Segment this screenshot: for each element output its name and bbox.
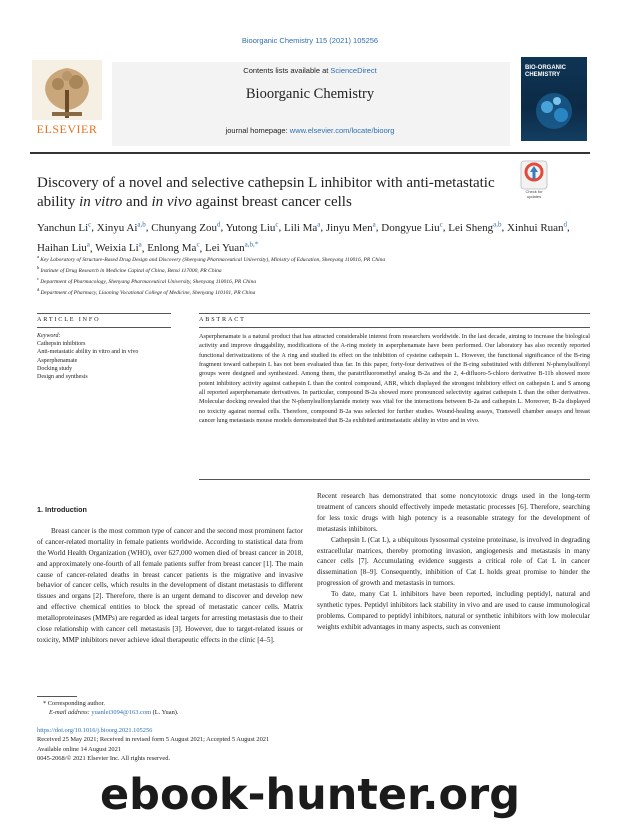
check-for-updates-button[interactable] — [520, 160, 548, 198]
header-rule — [30, 152, 590, 154]
copyright: 0045-2068/© 2021 Elsevier Inc. All rights reserved. — [37, 755, 170, 763]
author[interactable] — [381, 222, 442, 234]
article-title — [37, 174, 517, 212]
author-name: Xinhui Ruan — [507, 221, 564, 234]
affiliations — [37, 253, 589, 298]
affiliation — [37, 286, 589, 297]
author[interactable] — [151, 222, 220, 234]
check-updates-icon — [520, 160, 548, 190]
author-list: Yanchun Li$^c$, Xinyu Ai$^{a,b}$, Chunyang Zou$^d$, Yutong Liu$^c$, Lili Ma$^a$, Jinyu Men$^a$, Dongyue Liu$^c$, Lei Sheng$^{a,b}$, Xinhui Ruan$^d$, Haihan Liu$^a$, Weixia Li$^a$, Enlong Ma$^c$, Lei Yuan$^{a,b,*}$ — [37, 220, 570, 255]
homepage-prefix: journal homepage: — [225, 126, 290, 135]
doi-link[interactable]: https://doi.org/10.1016/j.bioorg.2021.105256 — [37, 727, 153, 734]
email-line — [37, 708, 337, 717]
abstract-text: Asperphenamate is a natural product that has attracted considerable interest from researchers worldwide. In the last decade, aiming to increase the biological activity and improve druggability, modifications of the A-ring moiety in asperphenamate have been performed. Our laboratory has also recently reported functional derivatizations of the A ring and studied its effect on the inhibition of cysteine cathepsin L. However, the functional significance of the B-ring fragment toward cathepsin L has not been evaluated thus far. In this paper, forty-four derivatives of the B-ring substituted with different N-phenylsulfonyl groups were designed and synthesized. Among them, the paratrifluoromethyl analog B-2a and the 2, 4-difluoro-5-chloro derivative B-11b showed more potent inhibitory activity against cathepsin L than the control compound, ABR, which displayed the strongest inhibitory effect on cathepsin L and S among all reported asperphenamate derivatives. In particular, compound B-2a showed more pronounced selectivity against cathepsin L than the other derivatives. Molecular docking revealed that the N-phenylsulfonylamide moiety was vital for the interactions between B-2a and cathepsin L. Moreover, B-2a displayed no toxicity against normal cells. Therefore, compound B-2a was selected for further studies. Wound-healing assays, Transwell chamber assays and breast cancer lung metastasis mouse models demonstrated that B-2a exhibited antimetastatic ability in vitro and in vivo. — [199, 333, 590, 425]
contents-prefix: Contents lists available at — [243, 66, 331, 75]
author-name: Xinyu Ai — [96, 221, 138, 234]
keyword: Asperphenamate — [37, 357, 78, 364]
author-affiliation-marker[interactable]: a,b — [137, 220, 146, 228]
author-affiliation-marker[interactable]: c — [439, 220, 443, 228]
title-part-italic: in vitro — [79, 194, 123, 210]
title-part: against breast cancer cells — [191, 194, 352, 210]
watermark-text: ebook-hunter.org — [100, 770, 520, 820]
author-affiliation-marker[interactable]: d — [216, 220, 221, 228]
affiliation-text: Department of Pharmacy, Liaoning Vocational College of Medicine, Shenyang 110101, PR China — [40, 290, 256, 297]
intro-paragraph-1: Breast cancer is the most common type of cancer and the second most prominent factor of cancer-related mortality in female patients worldwide. According to statistical data from the World Health Organization (WHO), over 627,000 women died of breast cancer in 2018, and approximately one-fourth of all female patients suffer from breast cancer [1]. The main cause of cancer-related deaths in breast cancer patients is the migrative and invasive behavior of cancer cells, which results in the development of distant metastasis to different tissues and organs [2]. Therefore, there is an urgent demand to discover and develop new and effective chemical entities to block the spread of metastatic cancer cells. Matrix metalloproteinases (MMPs) are regarded as ideal targets for arresting metastasis due to their close relationship with cancer cell metastasis [3]. However, due to target-related issues or toxicity, MMP inhibitors never achieve ideal therapeutic effects in the clinic [4–5]. — [37, 526, 303, 644]
body-column-right — [317, 491, 590, 633]
author[interactable] — [226, 222, 279, 234]
journal-title: Bioorganic Chemistry — [245, 86, 375, 102]
author[interactable] — [448, 222, 501, 234]
email-suffix: (L. Yuan). — [151, 709, 179, 716]
abstract-heading: ABSTRACT — [199, 316, 246, 323]
author-name: Dongyue Liu — [381, 221, 440, 234]
author[interactable] — [326, 222, 376, 234]
journal-reference-link[interactable]: Bioorganic Chemistry 115 (2021) 105256 — [241, 36, 379, 45]
journal-cover-thumbnail[interactable] — [521, 57, 587, 141]
author-affiliation-marker[interactable]: a — [372, 220, 376, 228]
keywords-list — [37, 340, 177, 381]
author[interactable] — [97, 222, 146, 234]
cover-title: BIO-ORGANIC CHEMISTRY — [525, 65, 566, 78]
affiliation-text: Department of Pharmacology, Shenyang Pharmaceutical University, Shenyang 110016, PR China — [40, 279, 257, 286]
author-name: Yanchun Li — [37, 221, 89, 234]
affiliation — [37, 253, 589, 264]
author-name: Haihan Liu — [37, 242, 87, 255]
author[interactable] — [284, 222, 320, 234]
check-updates-label: Check for updates — [525, 189, 543, 199]
homepage-link[interactable]: www.elsevier.com/locate/bioorg — [289, 126, 395, 135]
affiliation-text: Key Laboratory of Structure-Based Drug Design and Discovery (Shenyang Pharmaceutical University), Ministry of Education, Shenyang 110016, PR China — [40, 256, 386, 263]
keywords-label: Keyword: — [37, 333, 61, 339]
keyword: Design and synthesis — [37, 374, 88, 381]
available-online: Available online 14 August 2021 — [37, 745, 122, 753]
author-affiliation-marker[interactable]: d — [563, 220, 568, 228]
keyword: Docking study — [37, 365, 73, 372]
author[interactable] — [507, 222, 567, 234]
author-affiliation-marker[interactable]: c — [88, 220, 92, 228]
abstract-rule-2 — [199, 327, 590, 328]
title-part: Discovery of a novel and selective cathepsin L inhibitor with anti-metastatic ability — [37, 175, 495, 210]
author-affiliation-marker[interactable]: c — [196, 240, 200, 249]
author-affiliation-marker[interactable]: a — [138, 240, 142, 249]
author-name: Lili Ma — [283, 221, 318, 234]
corresponding-author-note: * Corresponding author. — [43, 700, 105, 707]
intro-paragraph-3: Cathepsin L (Cat L), a ubiquitous lysosomal cysteine proteinase, is involved in degrading extracellular matrices, thereby promoting invasion, angiogenesis and metastasis in many cancer cells [7]. Accumulating evidence suggests a critical role of Cat L in cancer dissemination [8–9]. Consequently, inhibition of Cat L holds great promise to hinder the progression of growth and metastasis in tumors. — [317, 535, 590, 588]
author-name: Chunyang Zou — [151, 221, 217, 234]
elsevier-wordmark: ELSEVIER — [36, 122, 98, 136]
title-part: and — [122, 194, 152, 210]
author-name: Lei Sheng — [448, 221, 494, 234]
footnote-rule — [37, 696, 77, 697]
author-affiliation-marker[interactable]: c — [275, 220, 279, 228]
author-affiliation-marker[interactable]: a,b — [493, 220, 502, 228]
intro-paragraph-2: Recent research has demonstrated that some noncytotoxic drugs used in the long-term treatment of cancers should effectively impede metastatic processes [6]. Therefore, searching for less toxic drugs with high potency is a reasonable strategy for the development of metastasis inhibitors. — [317, 492, 590, 533]
section-heading-introduction: 1. Introduction — [37, 505, 87, 514]
intro-paragraph-4: To date, many Cat L inhibitors have been reported, including peptidyl, natural and synthetic types. Peptidyl inhibitors lack stability in vivo and are used to cause immunological problems. Compared to peptidyl inhibitors, natural or synthetic inhibitors with low molecular weights exhibit advantages in many aspects, such as convenient — [317, 590, 590, 631]
article-info-heading: ARTICLE INFO — [37, 316, 101, 323]
author-affiliation-marker[interactable]: a,b,* — [244, 240, 259, 249]
author-name: Yutong Liu — [225, 221, 276, 234]
abstract-rule — [199, 313, 590, 314]
affiliation-marker: d — [37, 287, 41, 293]
affiliation — [37, 275, 589, 286]
affiliation — [37, 264, 589, 275]
title-part-italic: in vivo — [151, 194, 192, 210]
publication-info — [37, 726, 437, 764]
keywords-block — [37, 332, 177, 381]
keyword: Anti-metastatic ability in vitro and in vivo — [37, 349, 139, 356]
author-affiliation-marker[interactable]: a — [317, 220, 321, 228]
affiliation-text: Institute of Drug Research in Medicine Capital of China, Benxi 117000, PR China — [40, 267, 222, 274]
received-dates: Received 25 May 2021; Received in revised form 5 August 2021; Accepted 5 August 2021 — [37, 736, 270, 744]
keyword: Cathepsin inhibitors — [37, 341, 86, 348]
author-name: Jinyu Men — [325, 221, 373, 234]
footnote — [37, 699, 337, 717]
author-name: Enlong Ma — [147, 242, 197, 255]
email-link[interactable]: yuanlei3094@163.com — [91, 709, 152, 716]
cover-molecule-graphic — [527, 87, 581, 135]
affiliation-marker: a — [37, 254, 41, 259]
article-info-rule — [37, 313, 171, 314]
author-affiliation-marker[interactable]: a — [86, 240, 90, 249]
body-column-left — [37, 505, 303, 646]
sciencedirect-link[interactable]: ScienceDirect — [330, 66, 377, 75]
email-label: E-mail address: — [49, 709, 92, 716]
author-name: Weixia Li — [95, 242, 139, 255]
author[interactable] — [37, 222, 91, 234]
affiliation-marker: c — [37, 276, 41, 282]
abstract-bottom-rule — [199, 479, 590, 480]
article-info-rule-2 — [37, 327, 171, 328]
author-name: Lei Yuan — [205, 242, 245, 255]
affiliation-marker: b — [37, 265, 41, 271]
